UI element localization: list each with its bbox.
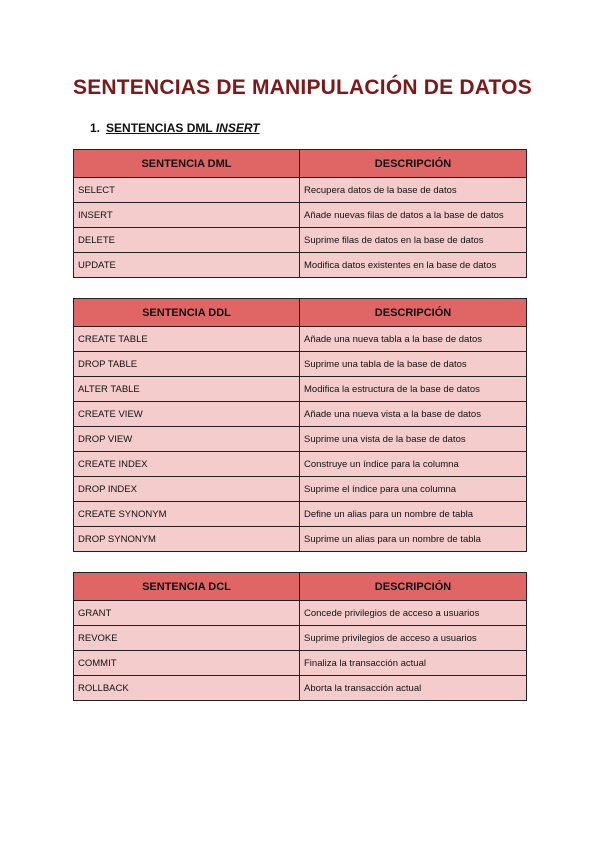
column-header-statement: SENTENCIA DML — [74, 150, 300, 178]
statement-cell: DROP VIEW — [74, 427, 300, 452]
table-row — [74, 651, 527, 676]
statement-cell: ALTER TABLE — [74, 377, 300, 402]
table-row — [74, 527, 527, 552]
description-cell: Suprime el índice para una columna — [300, 477, 527, 502]
table-row — [74, 601, 527, 626]
statement-cell: GRANT — [74, 601, 300, 626]
description-cell: Aborta la transacción actual — [300, 676, 527, 701]
section-number: 1. — [90, 121, 101, 135]
description-cell: Modifica la estructura de la base de datos — [300, 377, 527, 402]
statement-cell: CREATE SYNONYM — [74, 502, 300, 527]
table-header-row — [74, 299, 527, 327]
page-title: SENTENCIAS DE MANIPULACIÓN DE DATOS — [73, 76, 532, 99]
description-cell: Suprime privilegios de acceso a usuarios — [300, 626, 527, 651]
statement-cell: DELETE — [74, 228, 300, 253]
table-row — [74, 676, 527, 701]
column-header-description: DESCRIPCIÓN — [300, 299, 527, 327]
column-header-description: DESCRIPCIÓN — [300, 150, 527, 178]
table-row — [74, 626, 527, 651]
statement-cell: DROP SYNONYM — [74, 527, 300, 552]
column-header-statement: SENTENCIA DDL — [74, 299, 300, 327]
statement-cell: SELECT — [74, 178, 300, 203]
description-cell: Construye un índice para la columna — [300, 452, 527, 477]
section-heading — [90, 121, 260, 135]
column-header-statement: SENTENCIA DCL — [74, 573, 300, 601]
table-row — [74, 228, 527, 253]
statement-cell: DROP TABLE — [74, 352, 300, 377]
table-row — [74, 502, 527, 527]
table-row — [74, 402, 527, 427]
statement-cell: CREATE TABLE — [74, 327, 300, 352]
table-row — [74, 352, 527, 377]
statement-cell: UPDATE — [74, 253, 300, 278]
description-cell: Concede privilegios de acceso a usuarios — [300, 601, 527, 626]
description-cell: Define un alias para un nombre de tabla — [300, 502, 527, 527]
section-heading-italic: INSERT — [215, 121, 260, 135]
table-row — [74, 203, 527, 228]
description-cell: Suprime una vista de la base de datos — [300, 427, 527, 452]
statement-cell: CREATE VIEW — [74, 402, 300, 427]
ddl-table — [73, 298, 527, 552]
section-heading-main: SENTENCIAS DML — [106, 121, 216, 135]
description-cell: Añade una nueva tabla a la base de datos — [300, 327, 527, 352]
column-header-description: DESCRIPCIÓN — [300, 573, 527, 601]
dcl-table — [73, 572, 527, 701]
description-cell: Suprime una tabla de la base de datos — [300, 352, 527, 377]
table-row — [74, 452, 527, 477]
table-row — [74, 253, 527, 278]
statement-cell: DROP INDEX — [74, 477, 300, 502]
statement-cell: CREATE INDEX — [74, 452, 300, 477]
table-row — [74, 477, 527, 502]
table-header-row — [74, 150, 527, 178]
dml-table — [73, 149, 527, 278]
statement-cell: COMMIT — [74, 651, 300, 676]
table-row — [74, 427, 527, 452]
description-cell: Recupera datos de la base de datos — [300, 178, 527, 203]
description-cell: Añade nuevas filas de datos a la base de datos — [300, 203, 527, 228]
table-row — [74, 178, 527, 203]
description-cell: Añade una nueva vista a la base de datos — [300, 402, 527, 427]
table-row — [74, 377, 527, 402]
table-row — [74, 327, 527, 352]
statement-cell: INSERT — [74, 203, 300, 228]
description-cell: Modifica datos existentes en la base de datos — [300, 253, 527, 278]
description-cell: Finaliza la transacción actual — [300, 651, 527, 676]
table-header-row — [74, 573, 527, 601]
section-heading-text — [106, 121, 260, 135]
statement-cell: REVOKE — [74, 626, 300, 651]
description-cell: Suprime un alias para un nombre de tabla — [300, 527, 527, 552]
statement-cell: ROLLBACK — [74, 676, 300, 701]
description-cell: Suprime filas de datos en la base de datos — [300, 228, 527, 253]
